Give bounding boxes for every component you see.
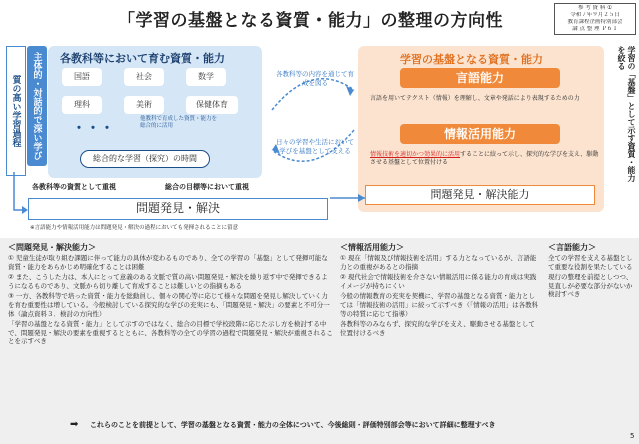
problem-solving-ability-label: 問題発見・解決能力: [365, 185, 595, 205]
more-subjects-dots: ・・・: [72, 121, 114, 137]
subject-pe: 保健体育: [186, 96, 238, 114]
list-item: ① 現在「情報及び情報技術を活用」する力となっているが、言語能力との重複があるとの指摘: [340, 254, 537, 271]
middle-text-bottom: 日々の学習や生活において学びを基盤として支える: [276, 138, 354, 155]
list-item: 今般の情報教育の充実を契機に、学習の基盤となる資質・能力としては「情報技術の活用」に絞って示すべき（「情報の活用」は各教科等の特質に応じて指導）: [340, 292, 539, 318]
subject-social: 社会: [124, 68, 164, 86]
info-ability-column: [340, 254, 540, 339]
subject-emphasis-label: 各教科等の資質として重視: [32, 183, 116, 191]
reference-line: 令和７年９月２５日: [570, 12, 620, 18]
integrated-emphasis-label: 総合の目標等において重視: [165, 183, 249, 191]
page-title: 「学習の基盤となる資質・能力」の整理の方向性: [118, 11, 503, 31]
list-item: 全ての学習を支える基盤として重要な役割を果たしている: [548, 254, 633, 271]
problem-solving-column: [8, 254, 333, 348]
language-ability-label: 言語能力: [400, 68, 560, 88]
language-ability-desc: 言語を用いてテクスト（情報）を理解し、文章や発話により表現するための力: [370, 95, 580, 102]
page-number: 5: [630, 432, 635, 440]
subject-science: 理科: [62, 96, 102, 114]
subject-japanese: 国語: [62, 68, 102, 86]
info-desc-highlight: 情報技術を適切かつ効果的に活用: [370, 151, 461, 158]
info-ability-label: 情報活用能力: [400, 124, 560, 144]
conclusion-text: これらのことを前提として、学習の基盤となる資質・能力の全体について、今後総則・評価特別部会等において詳細に整理すべき: [90, 421, 496, 429]
reference-box: [554, 3, 636, 35]
list-item: ① 児童生徒が取り組む課題に伴って能力の具体が変わるものであり、全ての学習の「基盤」として発揮可能な資質・能力をあらかじめ明確化することは困難: [8, 254, 328, 271]
subject-math: 数学: [186, 68, 226, 86]
list-item: 各教科等のみならず、探究的な学びを支え、駆動させる基盤として位置付けるべき: [340, 320, 535, 337]
list-item: ② また、こうした力は、本人にとって意義のある文脈で質の高い問題発見・解決を繰り返す中で発揮できるようになるものであり、文脈から切り離して育成することは難しいとの指摘もある: [8, 273, 328, 290]
info-ability-heading: ＜情報活用能力＞: [340, 243, 404, 252]
reference-line: 参 考 資 料 ①: [578, 5, 612, 11]
list-item: ③ 一方、各教科等で培った資質・能力を総動員し、個々の関心等に応じて様々な問題を発見し解決していく力を育む重要性は増している。今般検討している探究的な学びの充実にも、「問題発見・解決」の要素と不可分一体（論点資料３．検討の方向性）: [8, 292, 330, 318]
info-desc-rest: することに絞って示し、探究的な学びを支え、駆動させる基盤として位置付ける: [370, 151, 599, 166]
subject-note: 他教科で育成した資質・能力を総合的に活用: [140, 116, 218, 129]
subject-competency-title: 各教科等において育む資質・能力: [60, 52, 225, 65]
reference-line: 教育課程企画特別部会: [567, 19, 623, 25]
language-ability-column: [548, 254, 633, 301]
subject-art: 美術: [124, 96, 164, 114]
info-ability-desc: [370, 151, 600, 167]
conclusion-arrow-icon: ➡: [70, 419, 79, 430]
reference-line: 論 点 整 理 Ｐ６１: [572, 26, 618, 32]
integrated-study-pill: 総合的な学習（探究）の時間: [80, 150, 210, 168]
foundation-competency-title: 学習の基盤となる資質・能力: [400, 53, 543, 66]
right-vertical-note: 学習の「基盤」として示す資質・能力を絞る: [617, 46, 636, 182]
deep-learning-label: 主体的・対話的で深い学び: [27, 46, 47, 166]
list-item: 現行の整理を前提としつつ、見直しが必要な部分がないか検討すべき: [548, 273, 633, 299]
middle-text-top: 各教科等の内容を通じて育成を図る: [276, 70, 354, 87]
footnote: ※言語能力や情報活用能力は問題発見・解決の過程においても発揮されることに留意: [30, 225, 239, 231]
problem-solving-label: 問題発見・解決: [28, 198, 328, 220]
language-ability-heading: ＜言語能力＞: [548, 243, 596, 252]
quality-learning-label: 質の高い学習過程: [6, 46, 26, 176]
problem-solving-heading: ＜問題発見・解決能力＞: [8, 243, 96, 252]
list-item: ② 現代社会で情報技術を介さない情報活用に係る能力の育成は実践イメージが持ちにくい: [340, 273, 537, 290]
list-item: 「学習の基盤となる資質・能力」として示すのではなく、総合の目標で学校段階に応じた示し方を検討する中で、問題発見・解決の要素を重視するとともに、各教科等の全ての学習の過程で問題発見・解決が重視されることを示すべき: [8, 320, 333, 346]
